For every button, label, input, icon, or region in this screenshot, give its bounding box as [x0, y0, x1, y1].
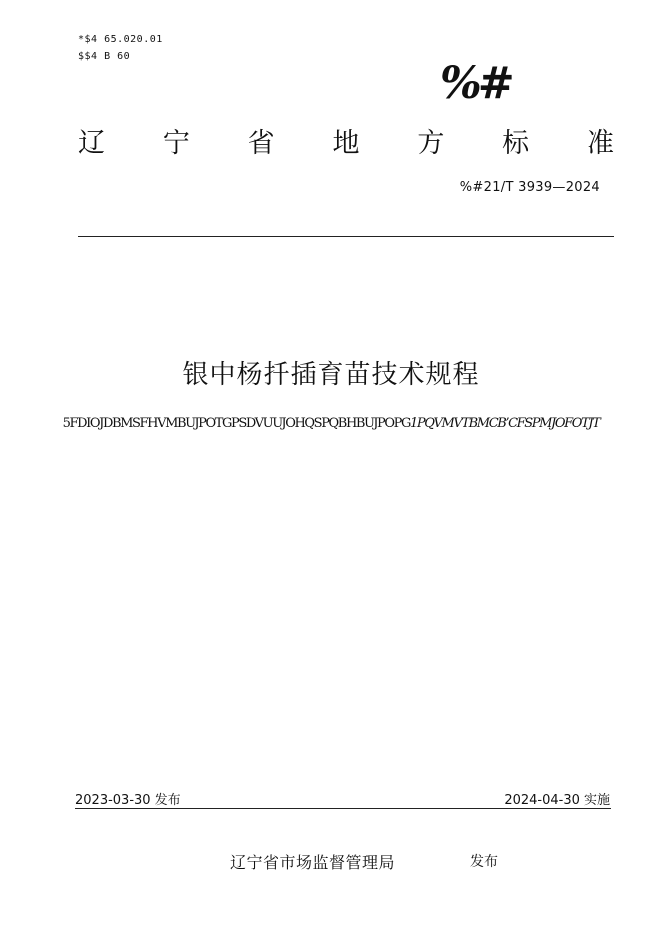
heading-char: 省: [247, 128, 275, 159]
title-english-part1: 5FDIOJDBMSFHVMBUJPOTGPSDVUUJOHQSPQBHBUJPOPG: [62, 416, 410, 431]
heading-char: 地: [332, 128, 360, 159]
issuing-label: 发布: [470, 854, 498, 870]
implementation-date: 2024-04-30 实施: [504, 793, 610, 808]
heading-char: 标: [502, 128, 530, 159]
ics-code: *$4 65.020.01: [78, 34, 163, 45]
heading-char: 准: [586, 128, 614, 159]
standard-number: %#21/T 3939—2024: [459, 180, 600, 195]
top-divider: [78, 236, 614, 237]
db-logo: %#: [440, 58, 511, 109]
document-title: 银中杨扦插育苗技术规程: [182, 360, 480, 390]
heading-char: 方: [417, 128, 445, 159]
issue-date: 2023-03-30 发布: [75, 793, 181, 808]
heading-char: 宁: [162, 128, 190, 159]
title-english-part2: 1PQVMVTBMCB’CFSPMJOFOTJT: [410, 416, 600, 431]
heading-char: 辽: [78, 128, 105, 159]
standard-heading: [78, 128, 614, 160]
issuing-authority: 辽宁省市场监督管理局: [230, 853, 396, 872]
bottom-divider: [75, 808, 611, 809]
ccs-code: $$4 B 60: [78, 51, 131, 62]
document-title-english: [0, 416, 662, 431]
